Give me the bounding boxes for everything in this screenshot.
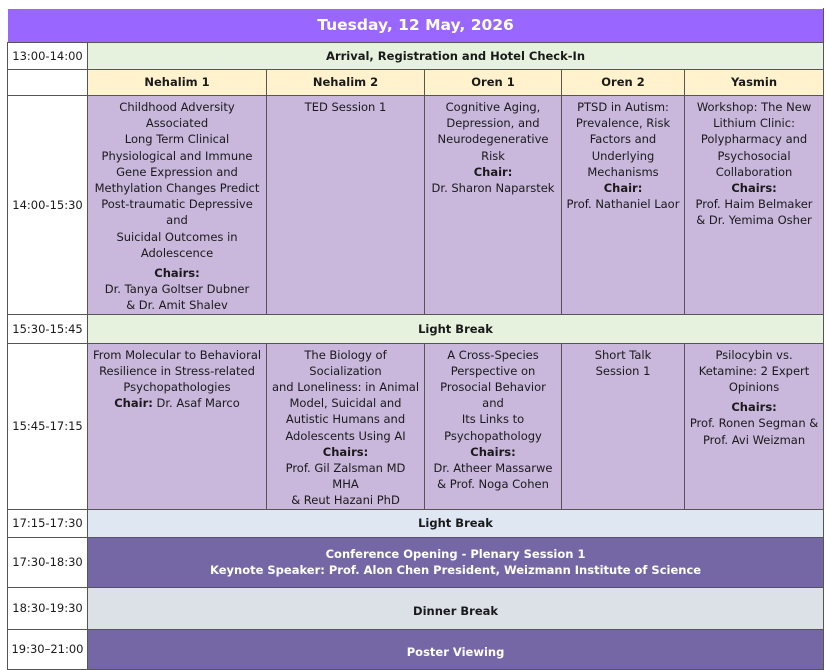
light-break-row xyxy=(8,509,824,537)
chair-name: & Dr. Amit Shalev xyxy=(126,298,228,313)
room-header: Nehalim 2 xyxy=(267,70,425,96)
chairs-label: Chairs: xyxy=(731,181,777,196)
session-title: Collaboration xyxy=(715,164,793,179)
session-title: TED Session 1 xyxy=(304,100,387,114)
session-title: Psychopathology xyxy=(444,428,542,443)
poster-row xyxy=(8,629,824,669)
chairs-label: Chairs: xyxy=(731,400,777,415)
time-cell: 19:30–21:00 xyxy=(8,629,88,669)
chairs-label: Chairs: xyxy=(322,444,369,459)
session-title: Childhood Adversity Associated xyxy=(119,100,235,131)
session-title: Factors and xyxy=(589,132,657,147)
keynote-line: Keynote Speaker: Prof. Alon Chen President, Weizmann Institute of Science xyxy=(210,563,702,578)
dinner-label: Dinner Break xyxy=(88,587,824,629)
chair-name: & Dr. Yemima Osher xyxy=(696,213,812,228)
chairs-label: Chair: xyxy=(603,181,643,196)
room-header: Yasmin xyxy=(685,70,824,96)
dinner-row xyxy=(8,587,824,629)
room-header: Nehalim 1 xyxy=(88,70,267,96)
session-cell xyxy=(562,343,685,509)
session-title: Psychopathologies xyxy=(123,380,231,395)
session-title: Ketamine: 2 Expert xyxy=(698,363,810,378)
session-block-1 xyxy=(8,96,824,315)
session-title: Its Links to xyxy=(461,412,525,427)
session-cell xyxy=(88,96,267,315)
room-header: Oren 2 xyxy=(562,70,685,96)
chair-name: Prof. Gil Zalsman MD MHA xyxy=(285,461,406,492)
arrival-label: Arrival, Registration and Hotel Check-In xyxy=(88,43,824,70)
session-title: Prosocial Behavior and xyxy=(440,380,546,411)
session-title: Post-traumatic Depressive and xyxy=(101,197,253,228)
session-title: Psilocybin vs. xyxy=(715,347,793,362)
plenary-title: Conference Opening - Plenary Session 1 xyxy=(325,546,586,561)
session-title: Model, Suicidal and xyxy=(289,396,402,411)
chair-name: Prof. Avi Weizman xyxy=(702,432,806,447)
session-title: The Biology of Socialization xyxy=(304,347,387,378)
session-cell xyxy=(685,343,824,509)
time-cell: 13:00-14:00 xyxy=(8,43,88,70)
arrival-row xyxy=(8,43,824,70)
time-cell: 15:30-15:45 xyxy=(8,314,88,343)
chair-name: Dr. Sharon Naparstek xyxy=(431,181,555,196)
chair-name: Dr. Tanya Goltser Dubner xyxy=(104,282,250,297)
session-cell xyxy=(425,343,562,509)
time-cell: 17:30-18:30 xyxy=(8,537,88,587)
time-cell: 17:15-17:30 xyxy=(8,509,88,537)
session-title: Long Term Clinical xyxy=(124,132,230,147)
session-cell xyxy=(267,343,425,509)
chairs-label: Chairs: xyxy=(154,266,200,281)
chair-name: Dr. Atheer Massarwe xyxy=(433,461,553,476)
session-title: Lithium Clinic: xyxy=(713,116,795,131)
session-block-2 xyxy=(8,343,824,509)
session-title: and Loneliness: in Animal xyxy=(271,380,420,395)
time-cell: 14:00-15:30 xyxy=(8,96,88,315)
session-title: Cognitive Aging, xyxy=(445,100,541,114)
session-title: Mechanisms xyxy=(587,164,659,179)
chairs-label: Chairs: xyxy=(470,444,516,459)
session-title: Polypharmacy and xyxy=(700,132,808,147)
session-title: Methylation Changes Predict xyxy=(94,181,260,196)
chairs-label: Chair: xyxy=(473,164,513,179)
room-header-blank xyxy=(8,70,88,96)
chair-name: & Prof. Noga Cohen xyxy=(437,477,549,492)
session-title: PTSD in Autism: xyxy=(577,100,669,114)
session-title: Physiological and Immune xyxy=(101,148,253,163)
chairs-label: Chair: xyxy=(114,396,153,411)
session-title: Session 1 xyxy=(595,363,651,378)
session-title: Underlying xyxy=(591,148,655,163)
chair-name: Prof. Haim Belmaker xyxy=(695,197,813,212)
chair-name: & Reut Hazani PhD xyxy=(291,493,400,508)
opening-row xyxy=(8,537,824,587)
session-title: From Molecular to Behavioral xyxy=(92,347,262,362)
session-title: Adolescents Using AI xyxy=(285,428,406,443)
schedule-title: Tuesday, 12 May, 2026 xyxy=(8,9,824,43)
time-cell: 18:30-19:30 xyxy=(8,587,88,629)
chair-name: Prof. Ronen Segman & xyxy=(689,416,819,431)
session-title: Adolescence xyxy=(140,245,214,260)
session-cell xyxy=(88,343,267,509)
light-break-label: Light Break xyxy=(88,314,824,343)
session-title: Gene Expression and xyxy=(116,164,238,179)
chair-name: Dr. Asaf Marco xyxy=(156,396,240,411)
session-title: Workshop: The New xyxy=(696,100,812,114)
session-title: Opinions xyxy=(728,380,780,395)
session-cell xyxy=(267,96,425,315)
session-title: Depression, and xyxy=(446,116,540,131)
light-break-row xyxy=(8,314,824,343)
session-cell xyxy=(685,96,824,315)
session-title: Suicidal Outcomes in xyxy=(116,229,238,244)
session-title: Risk xyxy=(481,148,505,163)
chair-name: Prof. Nathaniel Laor xyxy=(566,197,680,212)
session-title: Short Talk xyxy=(594,347,652,362)
session-title: Autistic Humans and xyxy=(285,412,406,427)
plenary-cell xyxy=(88,537,824,587)
session-title: A Cross-Species xyxy=(447,347,539,362)
room-header: Oren 1 xyxy=(425,70,562,96)
light-break-label: Light Break xyxy=(88,509,824,537)
poster-label: Poster Viewing xyxy=(88,629,824,669)
session-title: Perspective on xyxy=(450,363,536,378)
session-cell xyxy=(425,96,562,315)
session-title: Prevalence, Risk xyxy=(575,116,671,131)
session-title: Neurodegenerative xyxy=(437,132,549,147)
session-title: Resilience in Stress-related xyxy=(99,363,255,378)
time-cell: 15:45-17:15 xyxy=(8,343,88,509)
room-header-row xyxy=(8,70,824,96)
title-row xyxy=(8,9,824,43)
schedule-table xyxy=(7,8,824,670)
session-title: Psychosocial xyxy=(717,148,791,163)
session-cell xyxy=(562,96,685,315)
